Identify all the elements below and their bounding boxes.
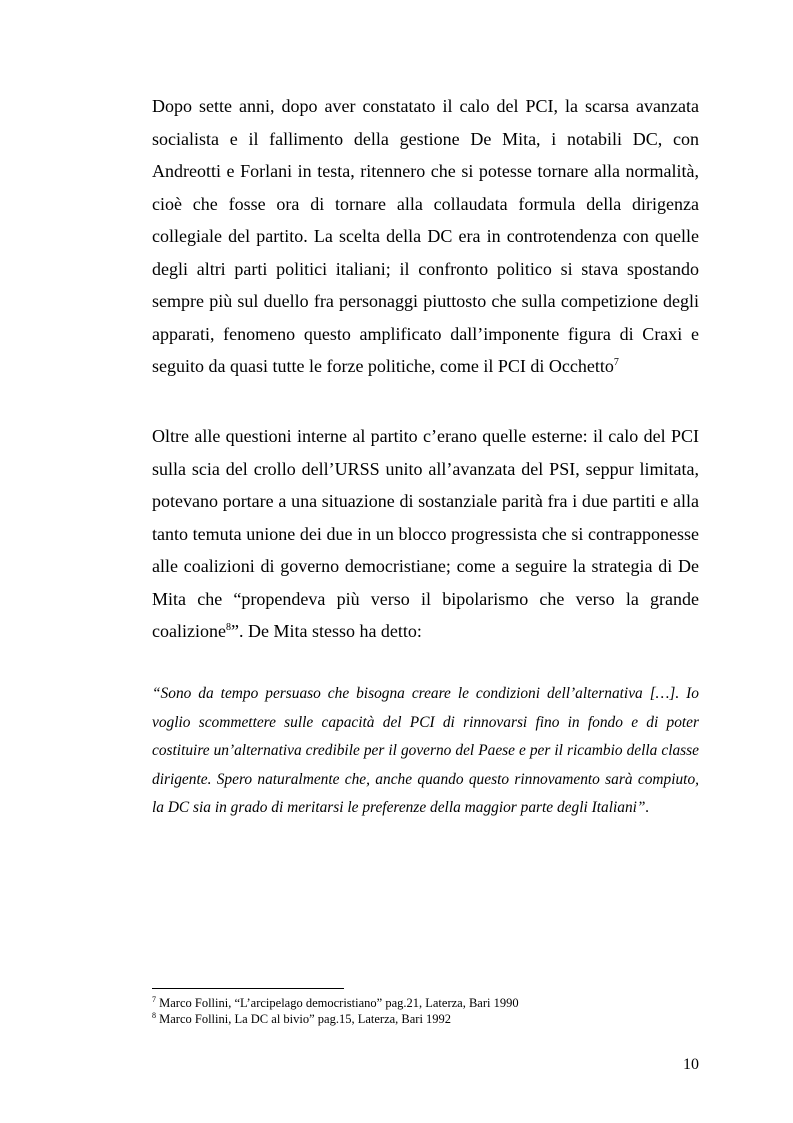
footnotes [152,995,699,1027]
block-quote: “Sono da tempo persuaso che bisogna creare le condizioni dell’alternativa […]. Io voglio scommettere sulle capacità del PCI di rinnovarsi fino in fondo e di poter costituire un’alternativa credibile per il governo del Paese e per il ricambio della classe dirigente. Spero naturalmente che, anche quando questo rinnovamento sarà compiuto, la DC sia in grado di meritarsi le preferenze della maggior parte degli Italiani”. [152,685,699,816]
footnote-8 [152,1011,699,1027]
body-paragraph-2 [152,420,699,648]
footnote-number: 7 [152,994,156,1004]
footnote-separator [152,988,344,989]
footnote-text: Marco Follini, La DC al bivio” pag.15, Laterza, Bari 1992 [156,1012,452,1026]
footnote-7 [152,995,699,1011]
paragraph-1-text: Dopo sette anni, dopo aver constatato il calo del PCI, la scarsa avanzata socialista e il fallimento della gestione De Mita, i notabili DC, con Andreotti e Forlani in testa, ritennero che si potesse tornare alla normalità, cioè che fosse ora di tornare alla collaudata formula della dirigenza collegiale del partito. La scelta della DC era in controtendenza con quelle degli altri parti politici italiani; il confronto politico si stava spostando sempre più sul duello fra personaggi piuttosto che sulla competizione degli apparati, fenomeno questo amplificato dall’imponente figura di Craxi e seguito da quasi tutte le forze politiche, come il PCI di Occhetto [152,96,699,376]
footnote-text: Marco Follini, “L’arcipelago democristiano” pag.21, Laterza, Bari 1990 [156,996,519,1010]
paragraph-2-text-after: ”. De Mita stesso ha detto: [230,621,422,641]
body-paragraph-1 [152,90,699,383]
footnote-number: 8 [152,1010,156,1020]
footnote-ref-8: 8 [225,622,231,633]
footnote-ref-7: 7 [613,357,619,368]
paragraph-2-text-before: Oltre alle questioni interne al partito c’erano quelle esterne: il calo del PCI sulla scia del crollo dell’URSS unito all’avanzata del PSI, seppur limitata, potevano portare a una situazione di sostanziale parità fra i due partiti e alla tanto temuta unione dei due in un blocco progressista che si contrapponesse alle coalizioni di governo democristiane; come a seguire la strategia di De Mita che “propendeva più verso il bipolarismo che verso la grande coalizione [152,426,699,641]
page-number: 10 [683,1056,699,1073]
